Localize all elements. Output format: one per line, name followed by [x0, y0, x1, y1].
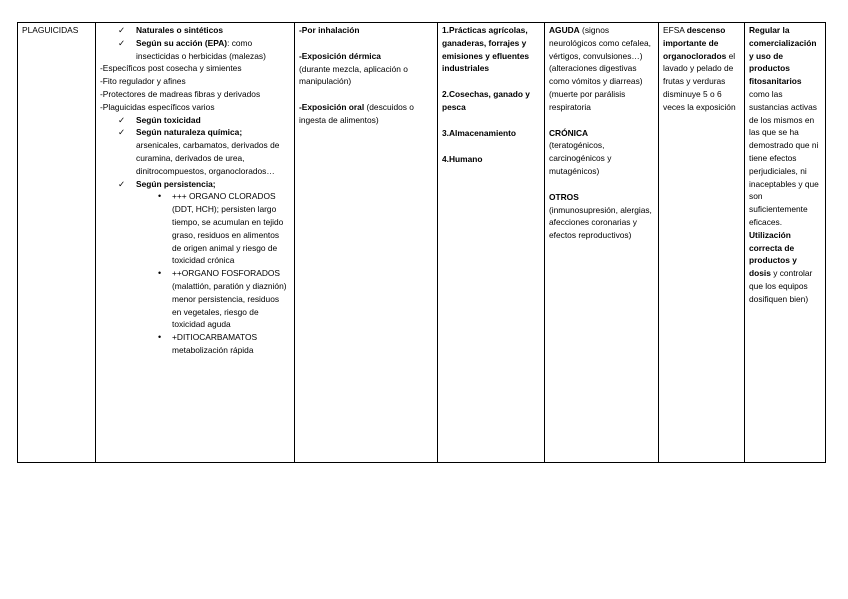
list-item: 4.Humano [442, 153, 483, 164]
checkmark-icon: ✓ [118, 25, 126, 35]
checkmark-icon: ✓ [118, 127, 126, 138]
pesticides-table [17, 22, 826, 463]
list-item: -Plaguicidas específicos varios [100, 101, 215, 112]
list-item: -Exposición oral (descuidos o ingesta de alimentos) [299, 102, 414, 125]
persistence-sublist [136, 190, 290, 356]
list-item: • +++ ORGANO CLORADOS (DDT, HCH); persisten largo tiempo, se acumulan en tejido graso, residuos en alimentos de origen animal y riesgo de toxicidad crónica [158, 191, 284, 266]
list-item: 2.Cosechas, ganado y pesca [442, 89, 530, 112]
checkmark-icon: ✓ [118, 37, 126, 48]
list-item: ✓ Según su acción (EPA): como insecticidas o herbicidas (malezas) [118, 37, 266, 61]
list-item: -Fito regulador y afines [100, 76, 186, 87]
list-item: • ++ORGANO FOSFORADOS (malattión, paratión y diaznión) menor persistencia, residuos en vegetales, riesgo de toxicidad aguda [158, 268, 287, 330]
category-cell [18, 23, 96, 463]
list-item: -Específicos post cosecha y simientes [100, 63, 242, 74]
sources-cell [438, 23, 545, 463]
bullet-icon: • [158, 268, 162, 279]
dash-list [100, 62, 290, 113]
list-item: CRÓNICA (teratogénicos, carcinogénicos y mutagénicos) [549, 127, 612, 176]
list-item: 3.Almacenamiento [442, 127, 517, 138]
checkmark-icon: ✓ [118, 178, 126, 189]
bullet-icon: • [158, 191, 162, 202]
effects-cell [545, 23, 659, 463]
table-row [18, 23, 826, 463]
list-item: OTROS (inmunosupresión, alergias, afecciones coronarias y efectos reproductivos) [549, 191, 652, 241]
exposure-routes-cell [295, 23, 438, 463]
list-item: -Protectores de madreas fibras y derivados [100, 88, 261, 99]
list-item: -Por inhalación [299, 25, 360, 35]
list-item: AGUDA (signos neurológicos como cefalea, vértigos, convulsiones…) (alteraciones digestivas como vómitos y diarreas)(muerte por parálisis respiratoria [549, 25, 651, 112]
classification-bottom-list [100, 114, 290, 357]
list-item: 1.Prácticas agrícolas, ganaderas, forrajes y emisiones y efluentes industriales [442, 25, 530, 74]
list-item: ✓ Según naturaleza química; arsenicales, carbamatos, derivados de curamina, derivados de urea, dinitrocompuestos, organoclorados… [118, 127, 280, 176]
checkmark-icon: ✓ [118, 114, 126, 125]
category-label: PLAGUICIDAS [22, 25, 79, 35]
list-item: ✓ Según toxicidad [118, 114, 201, 125]
measures-cell: Regular la comercialización y uso de productos fitosanitarios como las sustancias activas de los mismos en las que se ha demostrado que ni tiene efectos perjudiciales, ni inaceptables y que son suficientemente eficaces. Utilización correcta de productos y dosis y controlar que los equipos dosifiquen bien) [745, 23, 826, 463]
list-item: ✓ Según persistencia; • +++ ORGANO CLORADOS (DDT, HCH); persisten largo tiempo, se acumulan en tejido graso, residuos en alimentos de origen animal y riesgo de toxicidad crónica • ++ORGANO FOSFORADOS (malattión, paratión y diaznión) menor persistencia, residuos en vegetales, riesgo de toxicidad aguda • +DITIOCARBAMATOS metabolización rápida [114, 178, 290, 357]
list-item: ✓ Naturales o sintéticos [118, 25, 224, 35]
bullet-icon: • [158, 332, 162, 343]
list-item: • +DITIOCARBAMATOS metabolización rápida [158, 332, 258, 355]
classification-cell [96, 23, 295, 463]
classification-top-list [100, 24, 290, 62]
efsa-cell: EFSA descenso importante de organoclorados el lavado y pelado de frutas y verduras disminuye 5 o 6 veces la exposición [659, 23, 745, 463]
list-item: -Exposición dérmica (durante mezcla, aplicación o manipulación) [299, 50, 408, 87]
